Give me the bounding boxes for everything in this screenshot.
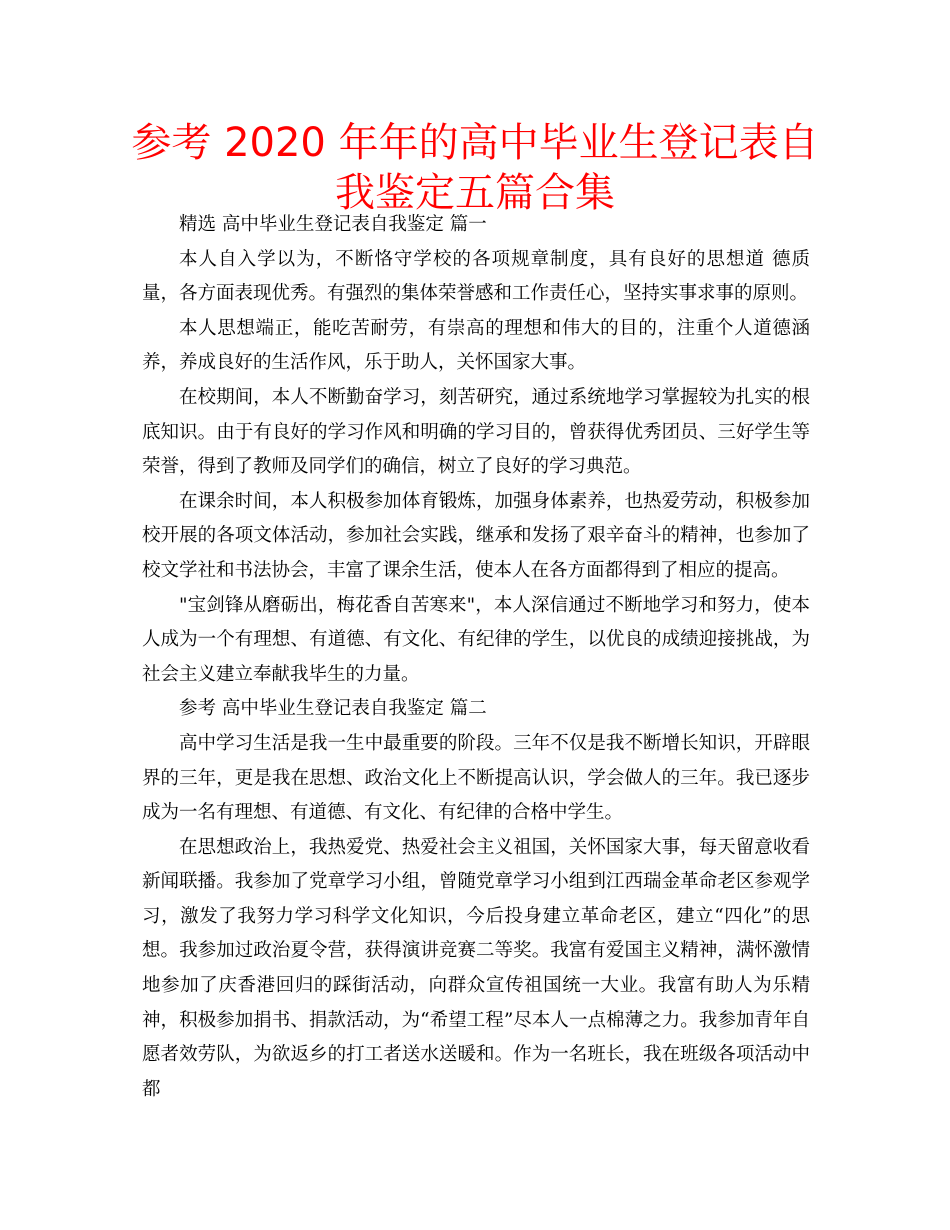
paragraph: "宝剑锋从磨砺出，梅花香自苦寒来"，本人深信通过不断地学习和努力，使本人成为一个有理想、有道德、有文化、有纪律的学生，以优良的成绩迎接挑战，为社会主义建立奉献我毕生的力量。 xyxy=(142,594,810,685)
paragraph: 本人思想端正，能吃苦耐劳，有崇高的理想和伟大的目的，注重个人道德涵养，养成良好的生活作风，乐于助人，关怀国家大事。 xyxy=(142,317,810,374)
section-heading: 精选 高中毕业生登记表自我鉴定 篇一 xyxy=(179,214,487,235)
document-body xyxy=(142,208,810,1107)
section-heading: 参考 高中毕业生登记表自我鉴定 篇二 xyxy=(179,698,487,720)
paragraph: 在校期间，本人不断勤奋学习，刻苦研究，通过系统地学习掌握较为扎实的根底知识。由于有良好的学习作风和明确的学习目的，曾获得优秀团员、三好学生等荣誉，得到了教师及同学们的确信，树立了良好的学习典范。 xyxy=(142,386,810,478)
paragraph: 在思想政治上，我热爱党、热爱社会主义祖国，关怀国家大事，每天留意收看新闻联播。我参加了党章学习小组，曾随党章学习小组到江西瑞金革命老区参观学习，激发了我努力学习科学文化知识，今后投身建立革命老区，建立“四化”的思想。我参加过政治夏令营，获得演讲竞赛二等奖。我富有爱国主义精神，满怀激情地参加了庆香港回归的踩街活动，向群众宣传祖国统一大业。我富有助人为乐精神，积极参加捐书、捐款活动，为“希望工程”尽本人一点棉薄之力。我参加青年自愿者效劳队，为欲返乡的打工者送水送暖和。作为一名班长，我在班级各项活动中都 xyxy=(142,836,810,1100)
paragraph: 本人自入学以为，不断恪守学校的各项规章制度，具有良好的思想道 德质量，各方面表现优秀。有强烈的集体荣誉感和工作责任心，坚持实事求事的原则。 xyxy=(142,248,810,305)
paragraph: 高中学习生活是我一生中最重要的阶段。三年不仅是我不断增长知识，开辟眼界的三年，更是我在思想、政治文化上不断提高认识，学会做人的三年。我已逐步成为一名有理想、有道德、有文化、有纪律的合格中学生。 xyxy=(142,732,810,824)
paragraph: 在课余时间，本人积极参加体育锻炼，加强身体素养，也热爱劳动，积极参加校开展的各项文体活动，参加社会实践，继承和发扬了艰辛奋斗的精神，也参加了校文学社和书法协会，丰富了课余生活，使本人在各方面都得到了相应的提高。 xyxy=(142,490,810,581)
document-title: 参考 2020 年年的高中毕业生登记表自我鉴定五篇合集 xyxy=(131,120,819,216)
